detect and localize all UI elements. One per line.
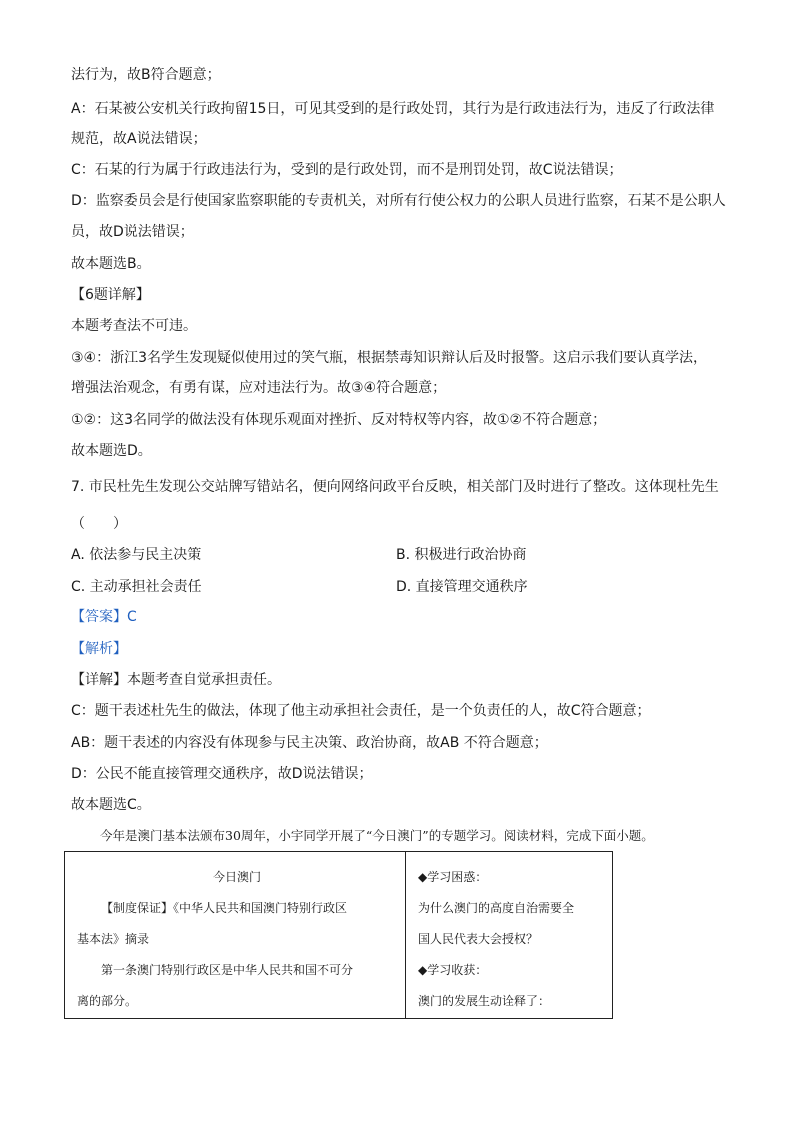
- text-line: ③④：浙江3名学生发现疑似使用过的笑气瓶，根据禁毒知识辩认后及时报警。这启示我们要认真学法，: [71, 350, 708, 366]
- question-stem: 7. 市民杜先生发现公交站牌写错站名，便向网络问政平台反映，相关部门及时进行了整改。这体现杜先生: [71, 479, 719, 495]
- section-heading: 【6题详解】: [71, 287, 150, 303]
- material-text: 国人民代表大会授权？: [418, 932, 539, 946]
- learning-gain-label: ◆学习收获：: [418, 963, 488, 977]
- material-intro: 今年是澳门基本法颁布30周年，小宇同学开展了“今日澳门”的专题学习。阅读材料，完成下面小题。: [100, 828, 654, 843]
- text-line: A：石某被公安机关行政拘留15日，可见其受到的是行政处罚，其行为是行政违法行为，违反了行政法律: [71, 101, 715, 117]
- detail-text: 本题考查自觉承担责任。: [127, 672, 281, 688]
- option-c: C. 主动承担社会责任: [71, 579, 202, 595]
- material-table: [64, 851, 613, 1019]
- text-line: 故本题选B。: [71, 256, 151, 272]
- material-text: 【制度保证】《中华人民共和国澳门特别行政区: [101, 901, 348, 915]
- detail-line: [71, 670, 281, 690]
- material-title: 今日澳门: [212, 870, 261, 884]
- text-line: AB：题干表述的内容没有体现参与民主决策、政治协商，故AB 不符合题意；: [71, 735, 548, 751]
- option-a: A. 依法参与民主决策: [71, 547, 202, 563]
- text-line: 规范，故A说法错误；: [71, 131, 207, 147]
- material-text: 第一条澳门特别行政区是中华人民共和国不可分: [101, 963, 354, 977]
- text-line: 增强法治观念，有勇有谋，应对违法行为。故③④符合题意；: [71, 380, 447, 396]
- material-text: 离的部分。: [77, 994, 138, 1008]
- text-line: D：监察委员会是行使国家监察职能的专责机关，对所有行使公权力的公职人员进行监察，石某不是公职人: [71, 193, 726, 209]
- text-line: 法行为，故B符合题意；: [71, 67, 221, 83]
- material-text: 基本法》摘录: [77, 932, 150, 946]
- material-left-cell: [65, 852, 406, 1019]
- analysis-label: 【解析】: [71, 641, 127, 657]
- learning-question-label: ◆学习困惑：: [418, 870, 488, 884]
- text-line: 故本题选C。: [71, 797, 151, 813]
- material-right-cell: [406, 852, 613, 1019]
- text-line: C：题干表述杜先生的做法，体现了他主动承担社会责任，是一个负责任的人，故C符合题意；: [71, 703, 651, 719]
- material-text: 澳门的发展生动诠释了：: [418, 994, 551, 1008]
- text-line: ①②：这3名同学的做法没有体现乐观面对挫折、反对特权等内容，故①②不符合题意；: [71, 412, 607, 428]
- answer-label: 【答案】C: [71, 609, 137, 625]
- answer-blank: （ ）: [71, 516, 127, 532]
- option-d: D. 直接管理交通秩序: [396, 579, 528, 595]
- text-line: 员，故D说法错误；: [71, 224, 194, 240]
- text-line: C：石某的行为属于行政违法行为，受到的是行政处罚，而不是刑罚处罚，故C说法错误；: [71, 162, 623, 178]
- detail-label: 【详解】: [71, 672, 127, 688]
- material-text: 为什么澳门的高度自治需要全: [418, 901, 575, 915]
- option-b: B. 积极进行政治协商: [396, 547, 527, 563]
- text-line: 故本题选D。: [71, 443, 152, 459]
- text-line: 本题考查法不可违。: [71, 318, 197, 334]
- text-line: D：公民不能直接管理交通秩序，故D说法错误；: [71, 766, 373, 782]
